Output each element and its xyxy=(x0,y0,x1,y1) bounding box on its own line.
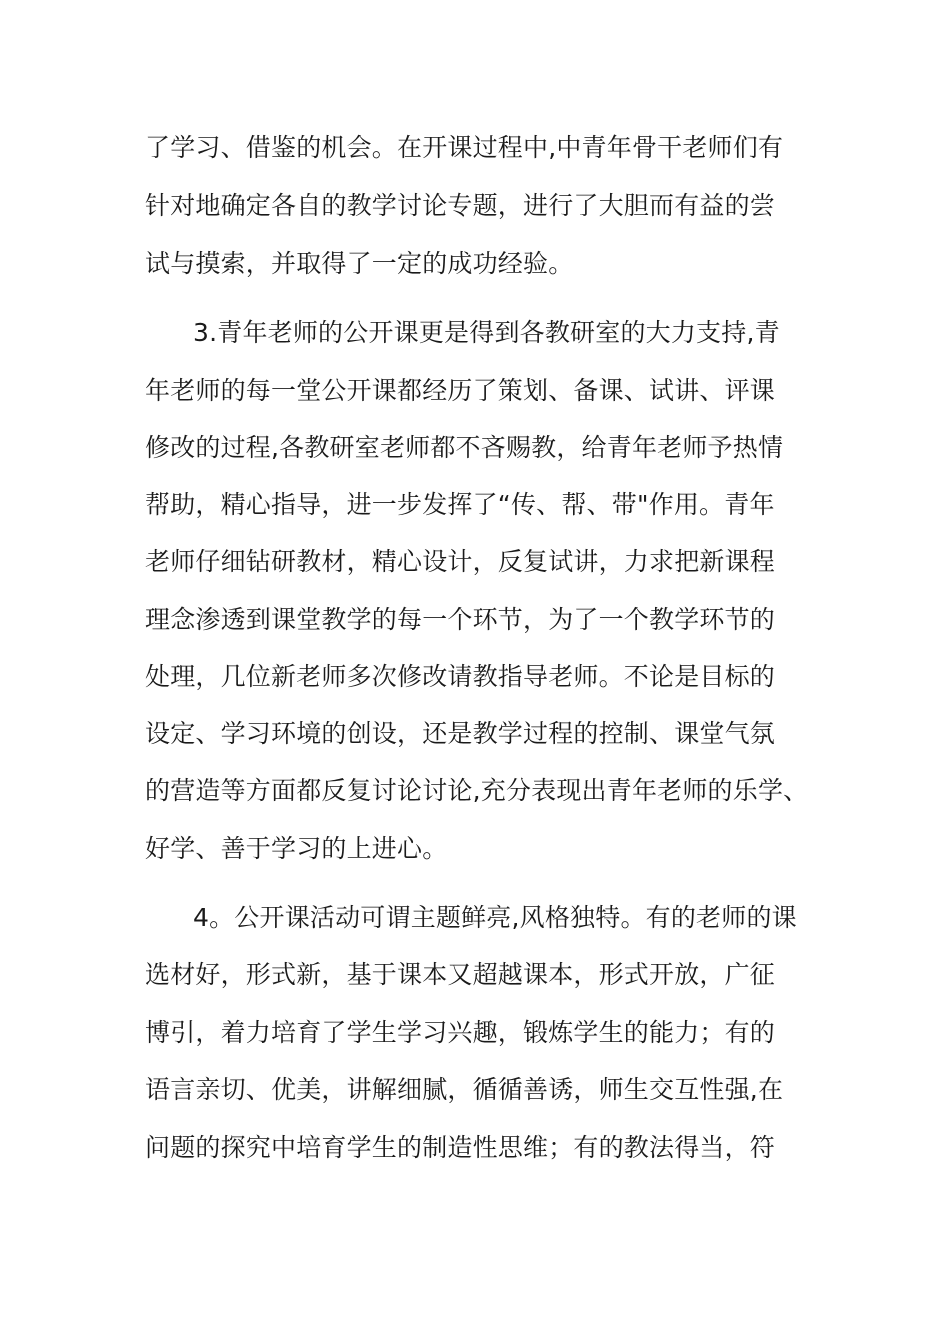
text-line: 年老师的每一堂公开课都经历了策划、备课、试讲、评课 xyxy=(145,376,776,405)
text-line: 的营造等方面都反复讨论讨论,充分表现出青年老师的乐学、 xyxy=(145,776,809,805)
text-line: 了学习、借鉴的机会。在开课过程中,中青年骨干老师们有 xyxy=(145,133,784,162)
text-line: 好学、善于学习的上进心。 xyxy=(145,834,448,863)
text-line: 老师仔细钻研教材，精心设计，反复试讲，力求把新课程 xyxy=(145,547,776,576)
paragraph-first-line: 3.青年老师的公开课更是得到各教研室的大力支持,青 xyxy=(193,318,780,347)
text-line: 处理，几位新老师多次修改请教指导老师。不论是目标的 xyxy=(145,662,776,691)
text-line: 设定、学习环境的创设，还是教学过程的控制、课堂气氛 xyxy=(145,719,776,748)
text-line: 选材好，形式新，基于课本又超越课本，形式开放，广征 xyxy=(145,960,776,989)
text-line: 试与摸索，并取得了一定的成功经验。 xyxy=(145,249,574,278)
text-line: 理念渗透到课堂教学的每一个环节，为了一个教学环节的 xyxy=(145,605,776,634)
paragraph-first-line: 4。公开课活动可谓主题鲜亮,风格独特。有的老师的课 xyxy=(193,903,797,932)
text-line: 博引，着力培育了学生学习兴趣，锻炼学生的能力；有的 xyxy=(145,1018,776,1047)
text-line: 语言亲切、优美，讲解细腻，循循善诱，师生交互性强,在 xyxy=(145,1075,784,1104)
text-line: 修改的过程,各教研室老师都不吝赐教，给青年老师予热情 xyxy=(145,433,784,462)
text-line: 帮助，精心指导，进一步发挥了“传、帮、带"作用。青年 xyxy=(145,490,775,519)
text-line: 问题的探究中培育学生的制造性思维；有的教法得当，符 xyxy=(145,1133,776,1162)
text-line: 针对地确定各自的教学讨论专题，进行了大胆而有益的尝 xyxy=(145,191,776,220)
